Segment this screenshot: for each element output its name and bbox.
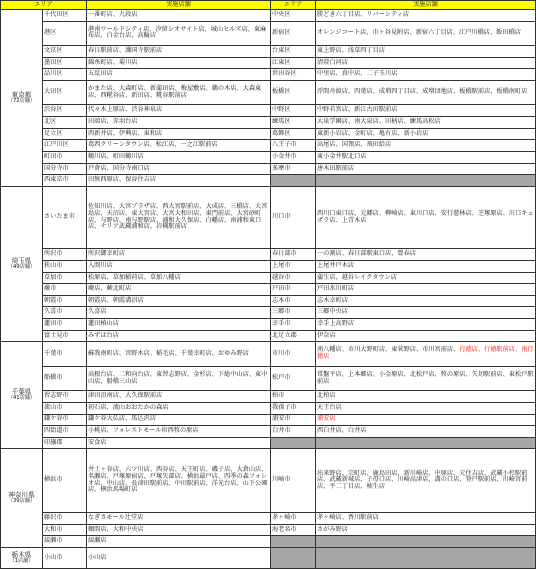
municipality-cell-right: 江東区 [271,57,316,69]
stores-cell: 鶴間店、大和中央店 [87,524,271,536]
municipality-cell: 墨田区 [43,57,87,69]
table-row [1,307,536,319]
municipality-cell: 藤沢市 [43,513,87,525]
stores-text: オレンジコート店、市ヶ谷見附店、新宿六丁目店、江戸川橋店、飯田橋店 [317,29,521,37]
municipality-cell: 渋谷区 [43,105,87,117]
stores-text: 蒲生店、越谷レイクタウン店 [317,273,397,281]
stores-cell-right [316,426,536,438]
table-row [1,260,536,272]
prefecture-cell [1,10,43,187]
stores-cell-right [316,80,536,104]
table-row [1,163,536,175]
stores-text: 北柏店 [317,392,336,400]
municipality-cell-right: 中央区 [271,10,316,22]
prefecture-cell [1,547,43,568]
stores-cell-right [316,175,536,187]
stores-cell: 五反田店 [87,69,271,81]
stores-cell-right [316,366,536,390]
stores-cell: 錦糸町店、菊川店 [87,57,271,69]
table-row [1,272,536,284]
prefecture-store-count: （1店舗） [9,557,34,564]
stores-cell: 蘇我南町店、宮野木店、稲毛店、千葉幸町店、おゆみ野店 [87,342,271,366]
stores-cell: 戸倉店、国分寺南口店 [87,163,271,175]
municipality-cell-right: 白井市 [271,426,316,438]
stores-cell: 井土ヶ谷店、六ツ川店、西谷店、天王町店、磯子店、大倉山店、名瀬店、戸塚原宿店、戸塚矢部店、横浜最戸店、四季の森フォレオ店、中山店、長津田駅前店、中田駅前店、洋光台店、山下公園店、横浜馬場町店 [87,449,271,513]
table-row [1,105,536,117]
stores-cell-right [316,10,536,22]
municipality-cell: 品川区 [43,69,87,81]
municipality-cell-right: 我孫子市 [271,402,316,414]
prefecture-cell [1,186,43,341]
stores-text: 高尾店、国領店、飛田給店 [317,141,392,149]
stores-cell: 鎌ケ谷大仏店、馬込沢店 [87,414,271,426]
municipality-cell: 草加市 [43,272,87,284]
municipality-cell-right: 志木市 [271,295,316,307]
stores-text: 幸手上高野店 [317,320,355,327]
municipality-cell: 町田市 [43,151,87,163]
municipality-cell-right: 柏市 [271,391,316,403]
municipality-cell-right [271,437,316,449]
stores-cell: かまた店、大森町店、新蒲田店、梅屋敷店、鵜の木店、大森東店、西糀谷店、新田店、糀谷駅前店 [87,80,271,104]
stores-text: 志木幸町店 [317,296,348,304]
highlighted-stores: 行徳店、行徳駅前店、南行徳店 [317,346,534,361]
municipality-cell: 港区 [43,21,87,45]
municipality-cell: 千葉市 [43,342,87,366]
municipality-cell: 朝霞市 [43,295,87,307]
stores-text: 東新小岩店、金町店、亀有店、新小岩店 [317,129,429,137]
stores-cell: 田端店、赤羽台店 [87,117,271,129]
stores-text: 中里店、真中店、二子玉川店 [317,70,398,78]
municipality-cell: 所沢市 [43,249,87,261]
table-row [1,80,536,104]
municipality-cell-right: 浦安市 [271,414,316,426]
stores-cell: 一番町店、九段店 [87,10,271,22]
stores-cell-right [316,46,536,58]
table-row [1,175,536,187]
municipality-cell-right: 中野区 [271,105,316,117]
municipality-cell-right: 戸田市 [271,284,316,296]
municipality-cell-right: 松戸市 [271,366,316,390]
stores-text: 東小金井駅北口店 [317,152,367,160]
municipality-cell-right: 多摩市 [271,163,316,175]
stores-cell-right [316,163,536,175]
stores-text: 天王台店 [317,403,342,411]
table-row [1,547,536,568]
municipality-cell-right: 市川市 [271,342,316,366]
stores-cell: 朝霞店、朝霞溝沼店 [87,295,271,307]
stores-cell-right [316,272,536,284]
prefecture-store-count: （72店舗） [7,97,36,104]
stores-cell-right [316,391,536,403]
municipality-cell-right [271,547,316,568]
prefecture-store-count: （39店舗） [7,497,36,504]
stores-cell-right [316,449,536,513]
stores-cell: 綾瀬店 [87,536,271,548]
municipality-cell: さいたま市 [43,186,87,248]
stores-text: 東上野店、浅草四丁目店 [317,47,386,55]
municipality-cell: 鎌ケ谷市 [43,414,87,426]
table-row [1,57,536,69]
municipality-cell: 印旛郡 [43,437,87,449]
municipality-cell: 蕨市 [43,284,87,296]
municipality-cell: 国分寺市 [43,163,87,175]
municipality-cell-right: 茅ヶ崎市 [271,513,316,525]
stores-cell: 葛西クリーンタウン店、松江店、一之江駅前店 [87,140,271,152]
table-row [1,295,536,307]
stores-text: 西川口東口店、元郷店、柳崎店、東川口店、安行慈林店、芝塚原店、川口キュポラ店、上青木店 [317,209,534,224]
table-row [1,391,536,403]
stores-text: 西白井店、白井店 [317,427,367,435]
stores-cell: 佐知川店、大宮プラザ店、西大宮駅前店、大成店、三橋店、大宮島店、天沼店、東大宮店、大宮大和田店、東門前店、大宮砂町店、与野店、南与野駅店、浦和大久保店、白幡店、南浦和東口店、ナリア武蔵浦和店、岩槻駅前店 [87,186,271,248]
municipality-cell: 船橋市 [43,366,87,390]
stores-cell: 蕨店、蕨北町店 [87,284,271,296]
table-row [1,10,536,22]
table-row [1,249,536,261]
stores-cell-right [316,414,536,426]
table-row [1,151,536,163]
municipality-cell-right: 上尾市 [271,260,316,272]
table-row [1,330,536,342]
municipality-cell-right: 越谷市 [271,272,316,284]
table-row [1,536,536,548]
prefecture-name: 東京都 [11,90,32,99]
municipality-cell: 北区 [43,117,87,129]
prefecture-name: 栃木県 [11,550,32,559]
stores-text: 常盤平店、上本郷店、小金原店、北松戸店、牧の原店、矢切駅前店、東松戸駅前店 [317,370,534,385]
highlighted-stores: 浦安店 [317,415,336,423]
stores-cell-right [316,117,536,129]
table-row [1,186,536,248]
prefecture-name: 千葉県 [11,387,32,396]
table-row [1,21,536,45]
stores-text: 一の割店、春日部駅東口店、豊春店 [317,250,416,258]
table-row [1,69,536,81]
municipality-cell-right [271,175,316,187]
municipality-cell: 千代田区 [43,10,87,22]
stores-cell: 津田沼南店、大久保駅前店 [87,391,271,403]
municipality-cell: 四街道市 [43,426,87,438]
municipality-cell: 大和市 [43,524,87,536]
stores-text: さがみ野店 [317,525,348,533]
header-area: エリア [1,1,87,10]
municipality-cell-right: 川口市 [271,186,316,248]
stores-cell: 代々木上原店、渋谷神泉店 [87,105,271,117]
stores-text: 上尾井戸木店 [317,261,355,269]
table-row [1,128,536,140]
municipality-cell: 蓮田市 [43,319,87,331]
municipality-cell-right [271,536,316,548]
stores-cell-right [316,307,536,319]
stores-cell: 久喜店 [87,307,271,319]
prefecture-name: 埼玉県 [11,256,32,265]
municipality-cell: 習志野市 [43,391,87,403]
municipality-cell: 横浜市 [43,449,87,513]
municipality-cell: 流山市 [43,402,87,414]
table-row [1,513,536,525]
municipality-cell-right: 世田谷区 [271,69,316,81]
stores-cell: 松原店、草加稲荷店、草加八幡店 [87,272,271,284]
stores-cell-right [316,69,536,81]
stores-cell-right [316,249,536,261]
stores-cell: 高根台店、二和向台店、東習志野店、金杉店、下総中山店、東中山店、船橋三山店 [87,366,271,390]
header-stores: 実施店舗 [87,1,271,10]
municipality-cell-right: 幸手市 [271,319,316,331]
prefecture-cell [1,449,43,548]
table-row [1,366,536,390]
stores-cell: 鶴川店、町田鶴川店 [87,151,271,163]
stores-cell: 初石店、流山おおたかの森店 [87,402,271,414]
stores-cell-right [316,536,536,548]
stores-cell-right [316,330,536,342]
stores-text: 唐木田駅前店 [317,164,355,172]
stores-cell-right [316,186,536,248]
stores-cell: 西新井店、伊興店、東和店 [87,128,271,140]
stores-text: 戸田氷川町店 [317,285,355,293]
table-row [1,319,536,331]
table-row [1,117,536,129]
table-row [1,46,536,58]
stores-cell: 田無西原店、保谷住吉店 [87,175,271,187]
stores-cell: 入間川店 [87,260,271,272]
municipality-cell-right: 新宿区 [271,21,316,45]
prefecture-store-count: （49店舗） [7,263,36,270]
municipality-cell-right: 八王子市 [271,140,316,152]
stores-cell: 港南ワールドシティ店、汐留シオサイト店、城山ヒルズ店、東麻布店、白金台店、高輪店 [87,21,271,45]
table-row [1,284,536,296]
table-row [1,414,536,426]
prefecture-store-count: （41店舗） [7,395,36,402]
municipality-cell: 久喜市 [43,307,87,319]
stores-cell-right [316,342,536,366]
table-row [1,402,536,414]
municipality-cell-right: 台東区 [271,46,316,58]
stores-cell-right [316,437,536,449]
stores-cell: 春日駅前店、護国寺駅前店 [87,46,271,58]
prefecture-cell [1,342,43,449]
municipality-cell: 綾瀬市 [43,536,87,548]
stores-cell: 安食店 [87,437,271,449]
stores-text: 南八幡店、市川大野町店、東菅野店、市川宮前店、 [317,346,460,354]
stores-cell-right [316,513,536,525]
municipality-cell-right: 川崎市 [271,449,316,513]
header-stores-right: 実施店舗 [316,1,536,10]
stores-cell-right [316,260,536,272]
stores-text: 中野若宮店、新江古田駅前店 [317,106,398,114]
stores-text: 茅ヶ崎店、香川駅前店 [317,514,379,522]
stores-cell-right [316,295,536,307]
municipality-cell: 小山市 [43,547,87,568]
table-row [1,437,536,449]
stores-cell: みずほ台店 [87,330,271,342]
table-row [1,426,536,438]
header-area-right: エリア [271,1,316,10]
stores-text: 三郷中央店 [317,308,348,316]
stores-text: 勝どき六丁目店、リバーシティ店 [317,10,410,18]
table-row [1,140,536,152]
municipality-cell-right: 葛飾区 [271,128,316,140]
municipality-cell: 足立区 [43,128,87,140]
header-row [1,1,536,10]
stores-cell-right [316,524,536,536]
stores-cell-right [316,140,536,152]
stores-cell: 小山店 [87,547,271,568]
stores-cell: 小桃店、フォレストモール印西牧の原店 [87,426,271,438]
municipality-cell-right: 板橋区 [271,80,316,104]
municipality-cell: 富士見市 [43,330,87,342]
prefecture-name: 神奈川県 [8,490,35,499]
stores-cell: 蓮田椿山店 [87,319,271,331]
stores-cell: 所沢御幸町店 [87,249,271,261]
stores-cell: なぎさモール辻堂店 [87,513,271,525]
table-body [1,10,536,569]
stores-cell-right [316,105,536,117]
stores-cell-right [316,128,536,140]
municipality-cell: 文京区 [43,46,87,58]
stores-cell-right [316,284,536,296]
table-row [1,449,536,513]
stores-cell-right [316,151,536,163]
municipality-cell-right: 三郷市 [271,307,316,319]
stores-text: 大泉学園店、南大泉店、田柄店、練馬高松店 [317,118,441,126]
stores-cell-right [316,547,536,568]
municipality-cell: 西東京市 [43,175,87,187]
stores-cell-right [316,402,536,414]
municipality-cell: 江戸川区 [43,140,87,152]
table-row [1,524,536,536]
stores-cell-right [316,319,536,331]
stores-cell-right [316,57,536,69]
municipality-cell-right: 小金井市 [271,151,316,163]
municipality-cell: 狭山市 [43,260,87,272]
municipality-cell-right: 北足立郡 [271,330,316,342]
stores-text: 浮間舟渡店、四葉店、成増四丁目店、成増団地店、板橋駅前店、板橋南町店 [317,88,528,96]
stores-text: 出来野店、宗町店、鹿島田店、新川崎店、中原店、元住吉店、武蔵小杉駅前店、武蔵新城店、子母口店、川崎高津店、溝の口店、登戸駅前店、川崎宮前店、平二丁目店、柿生店 [317,469,528,491]
stores-text: 伊奈店 [317,331,336,339]
stores-cell-right [316,21,536,45]
municipality-cell-right: 春日部市 [271,249,316,261]
stores-text: 清澄白河店 [317,58,348,66]
municipality-cell-right: 練馬区 [271,117,316,129]
municipality-cell-right: 海老名市 [271,524,316,536]
municipality-cell: 大田区 [43,80,87,104]
table-row [1,342,536,366]
